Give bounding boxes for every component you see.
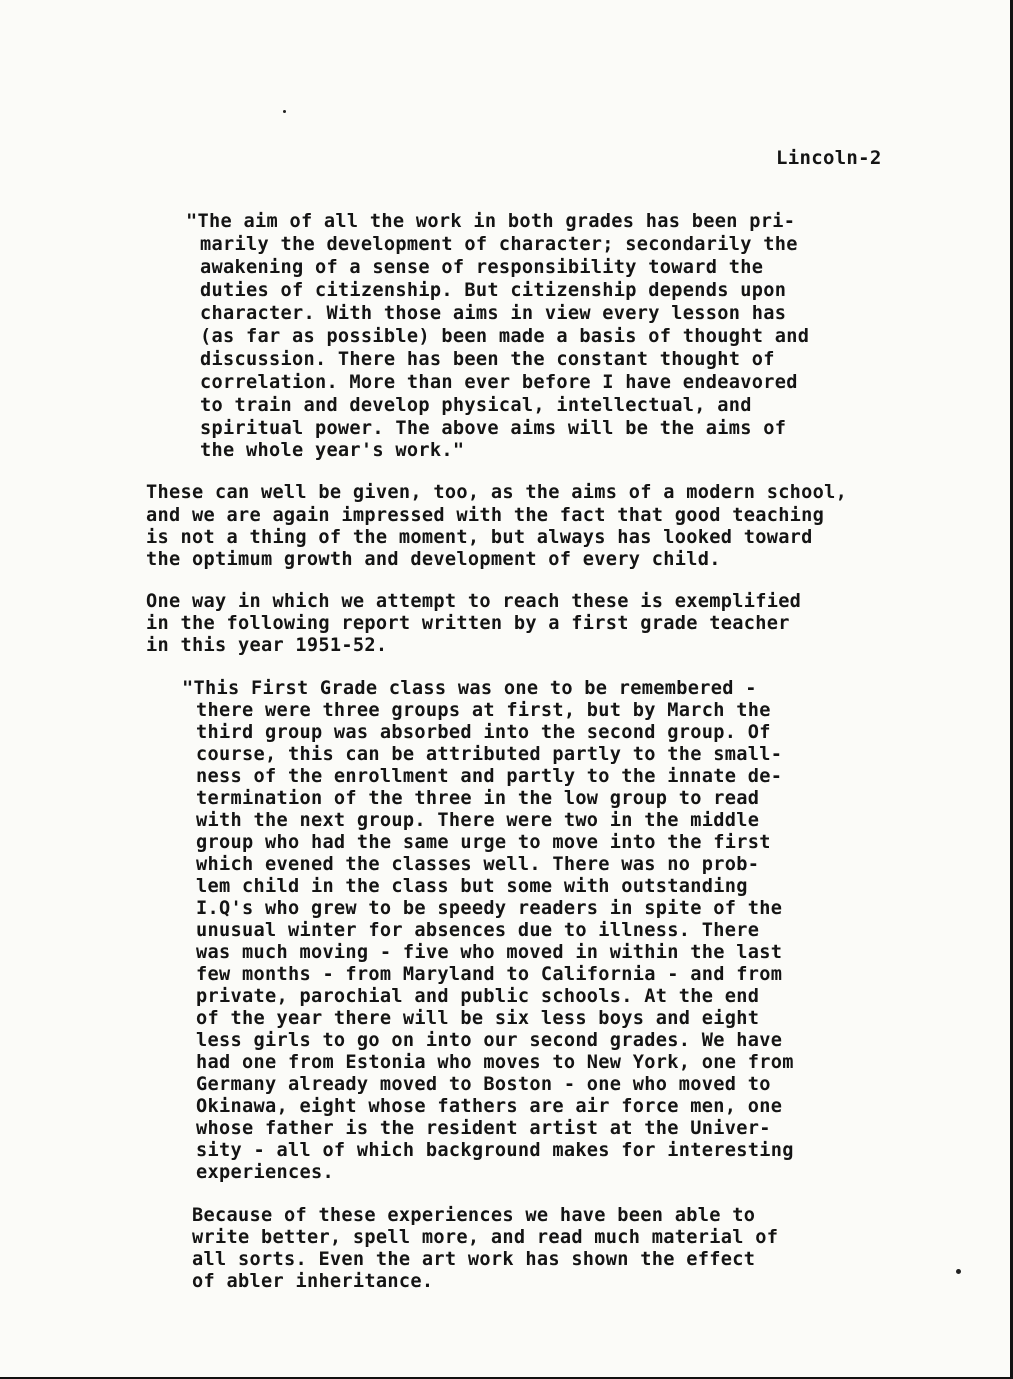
text-line: private, parochial and public schools. At the end xyxy=(196,986,760,1007)
text-line: third group was absorbed into the second group. Of xyxy=(196,722,771,743)
text-line: ness of the enrollment and partly to the innate de- xyxy=(196,766,783,787)
text-line: in the following report written by a first grade teacher xyxy=(146,613,790,634)
text-line: the optimum growth and development of every child. xyxy=(146,549,721,570)
text-line: "The aim of all the work in both grades has been pri- xyxy=(186,211,796,232)
text-line: character. With those aims in view every lesson has xyxy=(200,303,787,324)
text-line: One way in which we attempt to reach these is exemplified xyxy=(146,591,802,612)
scan-speck xyxy=(956,1269,961,1274)
text-line: is not a thing of the moment, but always has looked toward xyxy=(146,527,813,548)
page-header: Lincoln-2 xyxy=(776,147,882,169)
text-line: of abler inheritance. xyxy=(192,1271,434,1292)
text-line: sity - all of which background makes for interesting xyxy=(196,1140,794,1161)
text-line: experiences. xyxy=(196,1162,334,1183)
text-line: there were three groups at first, but by March the xyxy=(196,700,771,721)
text-line: "This First Grade class was one to be remembered - xyxy=(182,678,757,699)
text-line: the whole year's work." xyxy=(200,440,465,461)
text-line: of the year there will be six less boys and eight xyxy=(196,1008,760,1029)
scan-speck xyxy=(283,110,286,113)
text-line: was much moving - five who moved in within the last xyxy=(196,942,783,963)
text-line: had one from Estonia who moves to New York, one from xyxy=(196,1052,794,1073)
text-line: course, this can be attributed partly to the small- xyxy=(196,744,783,765)
text-line: with the next group. There were two in the middle xyxy=(196,810,760,831)
text-line: (as far as possible) been made a basis of thought and xyxy=(200,326,810,347)
text-line: write better, spell more, and read much material of xyxy=(192,1227,779,1248)
text-line: These can well be given, too, as the aims of a modern school, xyxy=(146,482,848,503)
text-line: termination of the three in the low group to read xyxy=(196,788,760,809)
text-line: group who had the same urge to move into the first xyxy=(196,832,771,853)
text-line: to train and develop physical, intellectual, and xyxy=(200,395,752,416)
text-line: whose father is the resident artist at the Univer- xyxy=(196,1118,771,1139)
text-line: unusual winter for absences due to illness. There xyxy=(196,920,760,941)
text-line: Okinawa, eight whose fathers are air force men, one xyxy=(196,1096,783,1117)
text-line: discussion. There has been the constant thought of xyxy=(200,349,775,370)
text-line: awakening of a sense of responsibility toward the xyxy=(200,257,764,278)
text-line: all sorts. Even the art work has shown the effect xyxy=(192,1249,756,1270)
text-line: lem child in the class but some with outstanding xyxy=(196,876,748,897)
text-line: I.Q's who grew to be speedy readers in spite of the xyxy=(196,898,783,919)
text-line: and we are again impressed with the fact that good teaching xyxy=(146,505,825,526)
text-line: Because of these experiences we have been able to xyxy=(192,1205,756,1226)
text-line: in this year 1951-52. xyxy=(146,635,388,656)
text-line: marily the development of character; secondarily the xyxy=(200,234,798,255)
text-line: few months - from Maryland to California - and from xyxy=(196,964,783,985)
text-line: duties of citizenship. But citizenship depends upon xyxy=(200,280,787,301)
text-line: correlation. More than ever before I have endeavored xyxy=(200,372,798,393)
text-line: Germany already moved to Boston - one who moved to xyxy=(196,1074,771,1095)
text-line: spiritual power. The above aims will be the aims of xyxy=(200,418,787,439)
text-line: which evened the classes well. There was no prob- xyxy=(196,854,760,875)
text-line: less girls to go on into our second grades. We have xyxy=(196,1030,783,1051)
